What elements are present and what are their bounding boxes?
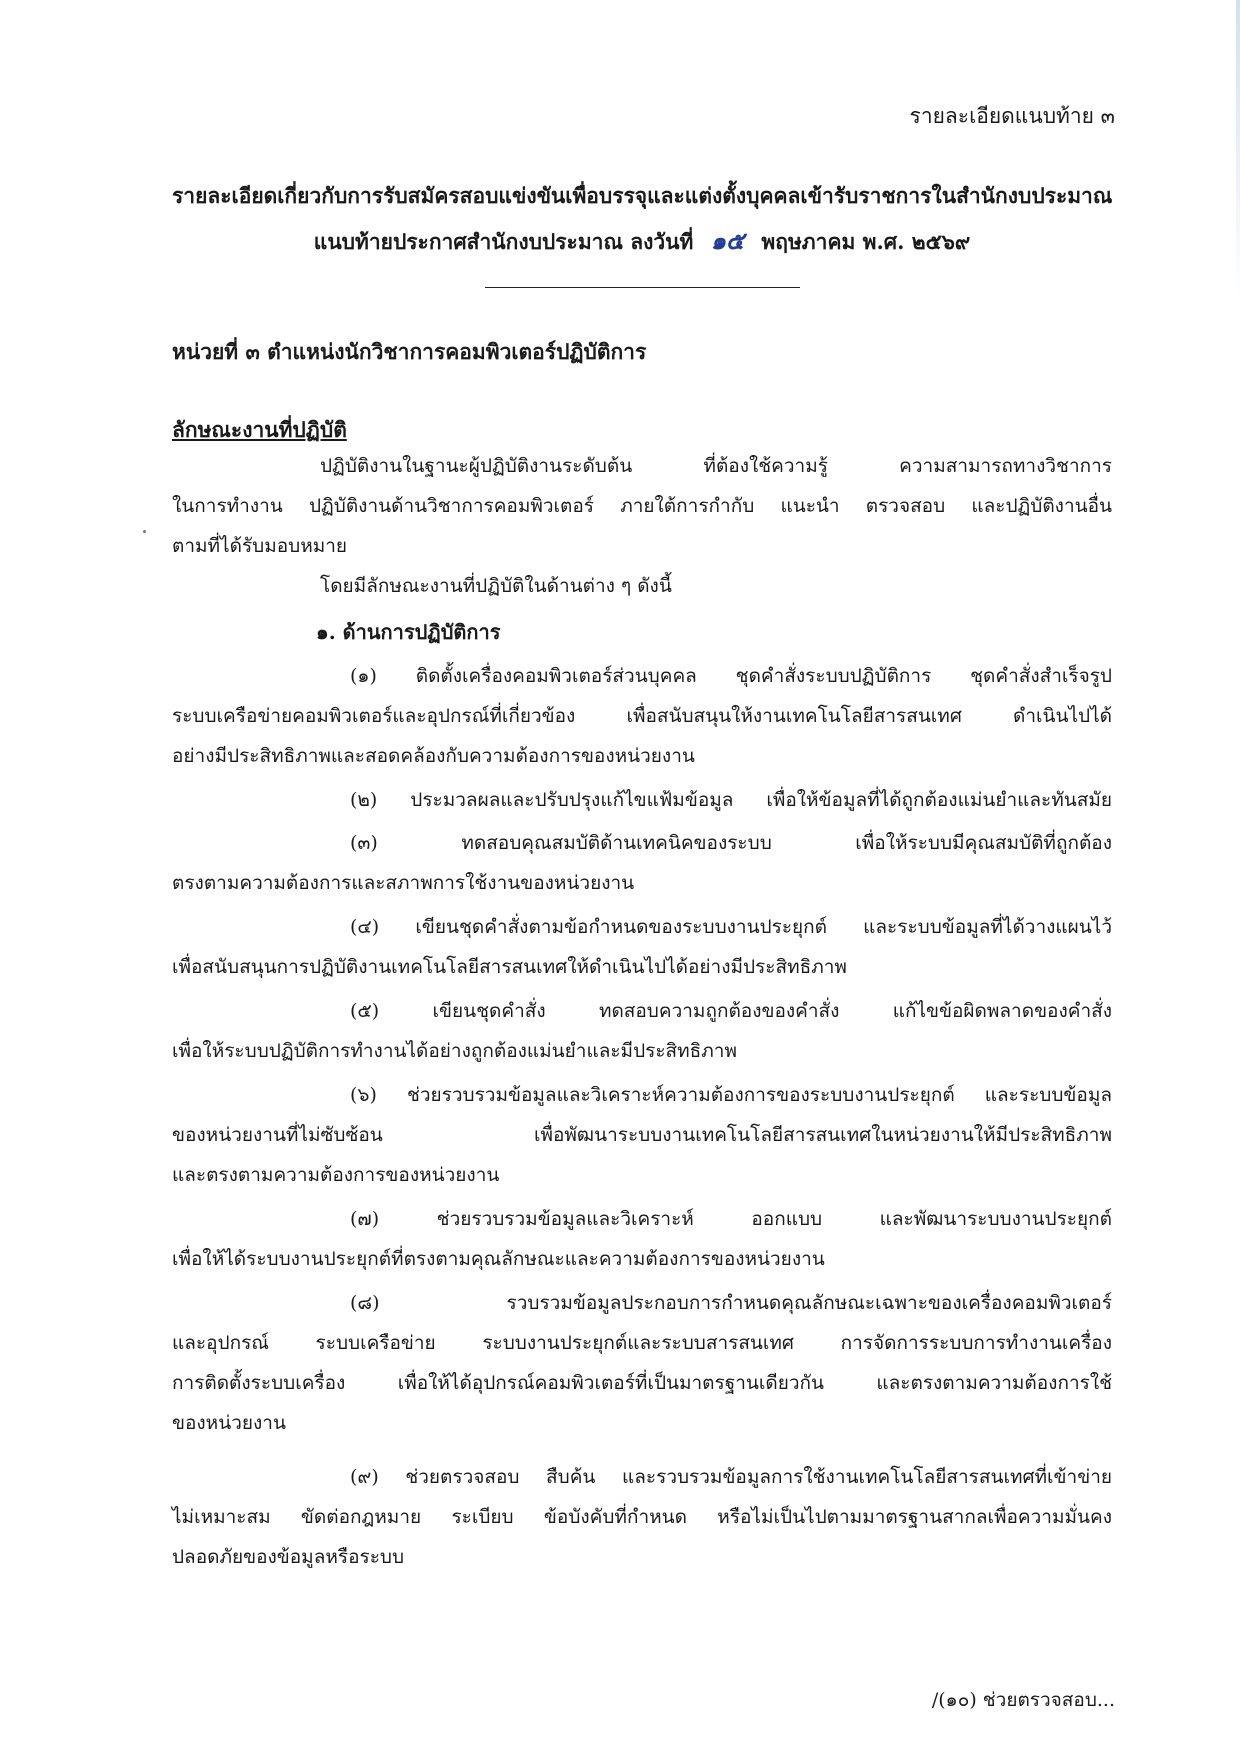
list-item-line: และตรงตามความต้องการของหน่วยงาน xyxy=(172,1164,500,1186)
list-item-line: ตรงตามความต้องการและสภาพการใช้งานของหน่วยงาน xyxy=(172,872,635,894)
list-item-line: การติดตั้งระบบเครื่อง เพื่อให้ได้อุปกรณ์คอมพิวเตอร์ที่เป็นมาตรฐานเดียวกัน และตรงตามความต้องการใช้ xyxy=(172,1372,1112,1394)
list-item-line: เพื่อสนับสนุนการปฏิบัติงานเทคโนโลยีสารสนเทศให้ดำเนินไปได้อย่างมีประสิทธิภาพ xyxy=(172,956,847,978)
list-item-line: ระบบเครือข่ายคอมพิวเตอร์และอุปกรณ์ที่เกี่ยวข้อง เพื่อสนับสนุนให้งานเทคโนโลยีสารสนเทศ ดำเนินไปได้ xyxy=(172,705,1112,727)
list-item-line: อย่างมีประสิทธิภาพและสอดคล้องกับความต้องการของหน่วยงาน xyxy=(172,745,695,767)
list-item-line: ปลอดภัยของข้อมูลหรือระบบ xyxy=(172,1546,405,1568)
list-item-line: (๓) ทดสอบคุณสมบัติด้านเทคนิคของระบบ เพื่อให้ระบบมีคุณสมบัติที่ถูกต้อง xyxy=(350,832,1112,854)
scan-edge xyxy=(1236,0,1240,300)
list-item-line: (๗) ช่วยรวบรวมข้อมูลและวิเคราะห์ ออกแบบ และพัฒนาระบบงานประยุกต์ xyxy=(350,1208,1112,1230)
title-divider xyxy=(485,287,800,288)
area-heading: ๑. ด้านการปฏิบัติการ xyxy=(316,620,501,644)
unit-heading: หน่วยที่ ๓ ตำแหน่งนักวิชาการคอมพิวเตอร์ปฏิบัติการ xyxy=(172,339,647,364)
list-item-line: (๕) เขียนชุดคำสั่ง ทดสอบความถูกต้องของคำสั่ง แก้ไขข้อผิดพลาดของคำสั่ง xyxy=(350,1000,1112,1022)
section-heading: ลักษณะงานที่ปฏิบัติ xyxy=(172,417,347,442)
scan-speck xyxy=(143,530,146,533)
title-suffix: พฤษภาคม พ.ศ. ๒๕๖๙ xyxy=(761,229,971,254)
list-item-line: เพื่อให้ได้ระบบงานประยุกต์ที่ตรงตามคุณลักษณะและความต้องการของหน่วยงาน xyxy=(172,1248,825,1270)
list-item-line: (๖) ช่วยรวบรวมข้อมูลและวิเคราะห์ความต้องการของระบบงานประยุกต์ และระบบข้อมูล xyxy=(350,1084,1112,1106)
intro-line: ปฏิบัติงานในฐานะผู้ปฏิบัติงานระดับต้น ที่ต้องใช้ความรู้ ความสามารถทางวิชาการ xyxy=(320,455,1112,477)
title-prefix: แนบท้ายประกาศสำนักงบประมาณ ลงวันที่ xyxy=(313,229,694,254)
list-item-line: (๒) ประมวลผลและปรับปรุงแก้ไขแฟ้มข้อมูล เพื่อให้ข้อมูลที่ได้ถูกต้องแม่นยำและทันสมัย xyxy=(350,789,1112,811)
list-item-line: ของหน่วยงาน xyxy=(172,1412,286,1434)
attachment-label: รายละเอียดแนบท้าย ๓ xyxy=(909,104,1115,128)
list-item-line: ไม่เหมาะสม ขัดต่อกฎหมาย ระเบียบ ข้อบังคับที่กำหนด หรือไม่เป็นไปตามมาตรฐานสากลเพื่อความมั่นคง xyxy=(172,1506,1112,1528)
lead-in-text: โดยมีลักษณะงานที่ปฏิบัติในด้านต่าง ๆ ดังนี้ xyxy=(320,575,672,597)
continuation-note: /(๑๐) ช่วยตรวจสอบ... xyxy=(931,1689,1115,1711)
list-item-line: (๘) รวบรวมข้อมูลประกอบการกำหนดคุณลักษณะเฉพาะของเครื่องคอมพิวเตอร์ xyxy=(350,1292,1112,1314)
list-item-line: (๑) ติดตั้งเครื่องคอมพิวเตอร์ส่วนบุคคล ชุดคำสั่งระบบปฏิบัติการ ชุดคำสั่งสำเร็จรูป xyxy=(350,665,1112,687)
intro-line: ตามที่ได้รับมอบหมาย xyxy=(172,535,348,557)
list-item-line: (๔) เขียนชุดคำสั่งตามข้อกำหนดของระบบงานประยุกต์ และระบบข้อมูลที่ได้วางแผนไว้ xyxy=(350,916,1112,938)
document-title-line-2 xyxy=(172,221,1112,260)
list-item-line: เพื่อให้ระบบปฏิบัติการทำงานได้อย่างถูกต้องแม่นยำและมีประสิทธิภาพ xyxy=(172,1040,737,1062)
handwritten-date-day: ๑๕ xyxy=(710,226,745,255)
list-item-line: และอุปกรณ์ ระบบเครือข่าย ระบบงานประยุกต์และระบบสารสนเทศ การจัดการระบบการทำงานเครื่อง xyxy=(172,1332,1112,1354)
document-title-line-1: รายละเอียดเกี่ยวกับการรับสมัครสอบแข่งขันเพื่อบรรจุและแต่งตั้งบุคคลเข้ารับราชการในสำนักงบประมาณ xyxy=(172,183,1113,208)
intro-line: ในการทำงาน ปฏิบัติงานด้านวิชาการคอมพิวเตอร์ ภายใต้การกำกับ แนะนำ ตรวจสอบ และปฏิบัติงานอื่น xyxy=(172,495,1112,517)
list-item-line: ของหน่วยงานที่ไม่ซับซ้อน เพื่อพัฒนาระบบงานเทคโนโลยีสารสนเทศในหน่วยงานให้มีประสิทธิภาพ xyxy=(172,1124,1112,1146)
list-item-line: (๙) ช่วยตรวจสอบ สืบค้น และรวบรวมข้อมูลการใช้งานเทคโนโลยีสารสนเทศที่เข้าข่าย xyxy=(350,1466,1112,1488)
